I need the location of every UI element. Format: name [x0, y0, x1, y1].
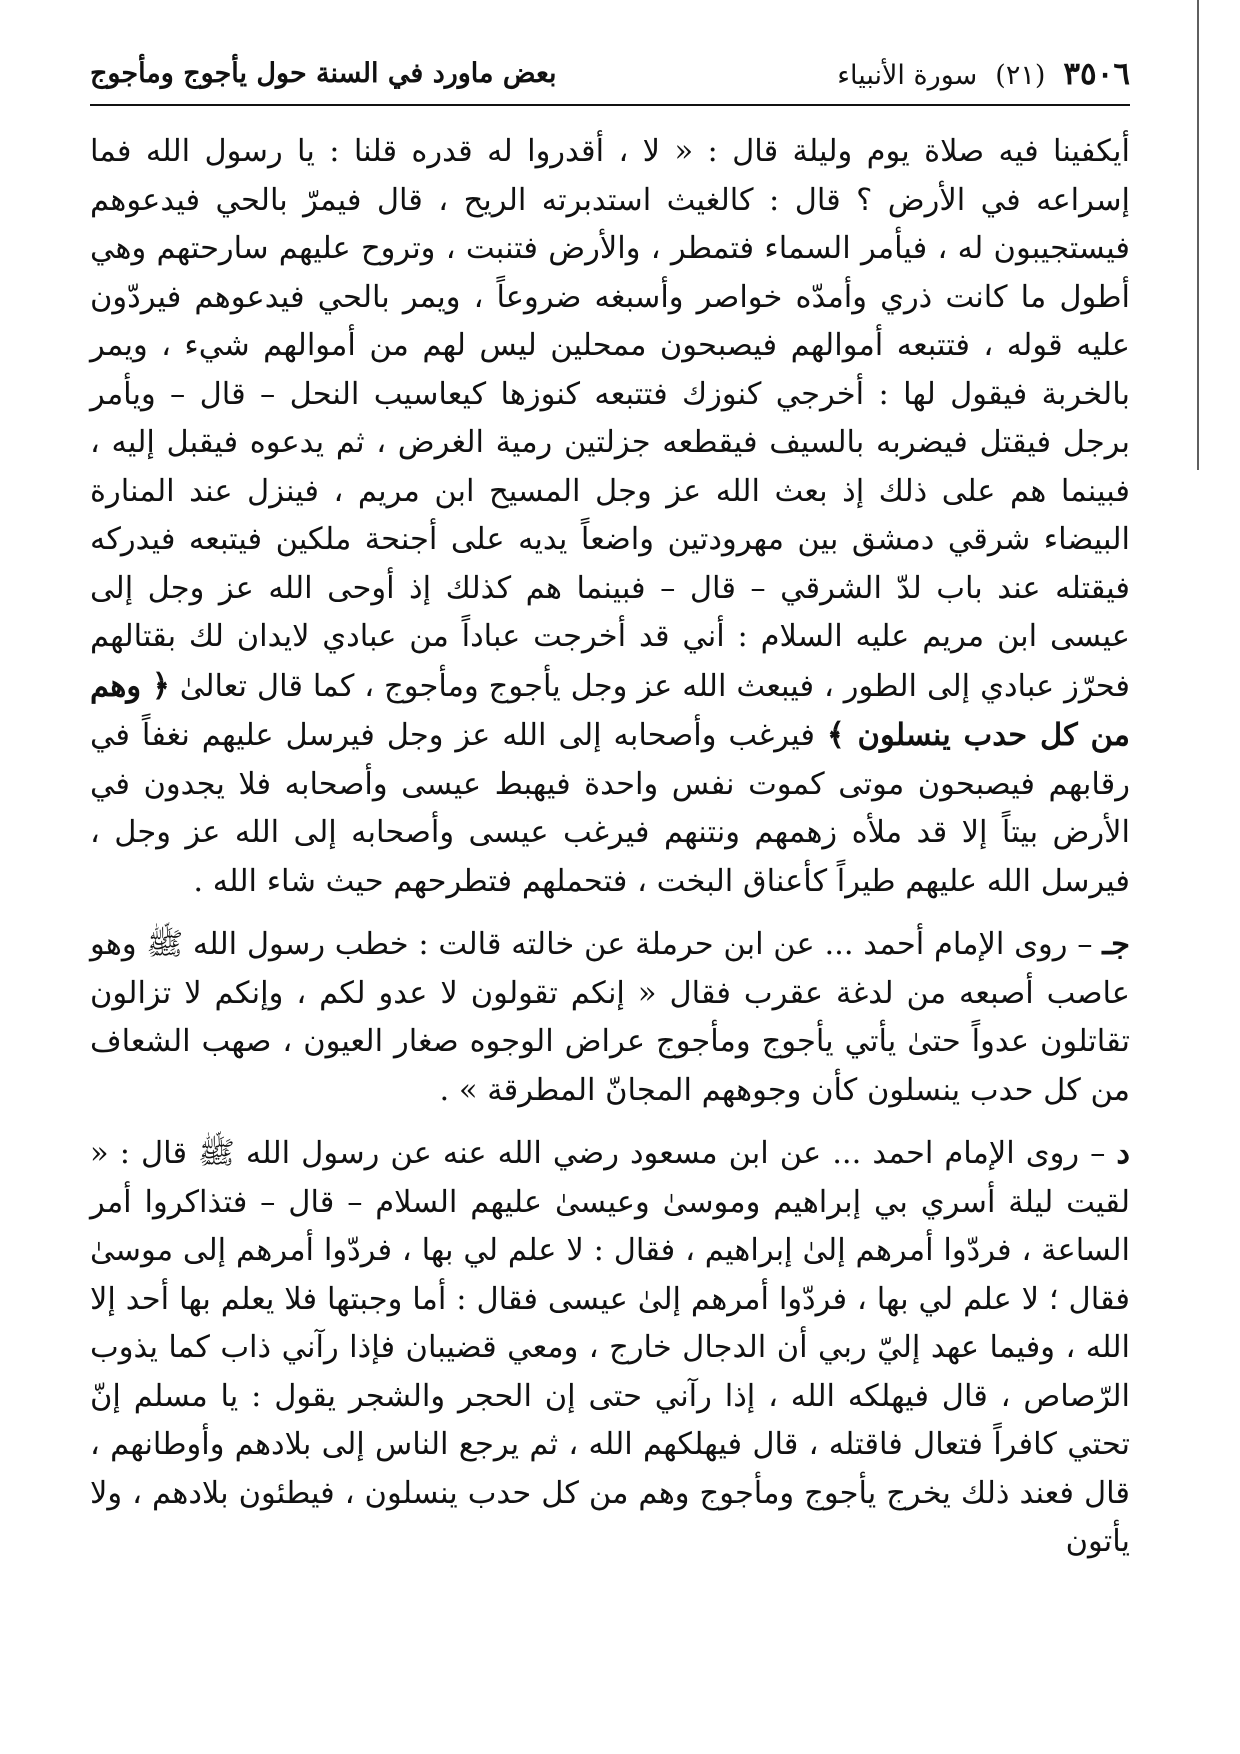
paragraph-hadith-continuation: [90, 128, 1130, 906]
paragraph-text: فيرغب وأصحابه إلى الله عز وجل فيرسل عليهم نغفاً في رقابهم فيصبحون موتى كموت نفس واحدة فيهبط عيسى وأصحابه فلا يجدون في الأرض بيتاً إلا قد ملأه زهمهم ونتنهم فيرغب عيسى وأصحابه إلى الله عز وجل ، فيرسل الله عليهم طيراً كأعناق البخت ، فتحملهم فتطرحهم حيث شاء الله .: [90, 718, 1130, 899]
scan-edge-line: [1197, 0, 1199, 470]
running-header: [90, 50, 1130, 106]
surah-number: (٢١): [995, 60, 1046, 91]
paragraph-text: أيكفينا فيه صلاة يوم وليلة قال : « لا ، أقدروا له قدره قلنا : يا رسول الله فما إسراعه في الأرض ؟ قال : كالغيث استدبرته الريح ، قال فيمرّ بالحي فيدعوهم فيستجيبون له ، فيأمر السماء فتمطر ، والأرض فتنبت ، وتروح عليهم سارحتهم وهي أطول ما كانت ذري وأمدّه خواصر وأسبغه ضروعاً ، ويمر بالحي فيدعوهم فيردّون عليه قوله ، فتتبعه أموالهم فيصبحون ممحلين ليس لهم من أموالهم شيء ، ويمر بالخربة فيقول لها : أخرجي كنوزك فتتبعه كنوزها كيعاسيب النحل – قال – ويأمر برجل فيقتل فيضربه بالسيف فيقطعه جزلتين رمية الغرض ، ثم يدعوه فيقبل إليه ، فبينما هم على ذلك إذ بعث الله عز وجل المسيح ابن مريم ، فينزل عند المنارة البيضاء شرقي دمشق بين مهرودتين واضعاً يديه على أجنحة ملكين فيتبعه فيدركه فيقتله عند باب لدّ الشرقي – قال – فبينما هم كذلك إذ أوحى الله عز وجل إلى عيسى ابن مريم عليه السلام : أني قد أخرجت عباداً من عبادي لايدان لك بقتالهم فحرّز عبادي إلى الطور ، فيبعث الله عز وجل يأجوج ومأجوج ، كما قال تعالىٰ: [90, 134, 1130, 704]
paragraph-dal: [90, 1129, 1130, 1567]
book-page: [90, 50, 1130, 1581]
header-page-info: [837, 56, 1130, 92]
section-letter: جـ: [1102, 926, 1130, 962]
page-number: ٣٥٠٦: [1063, 56, 1130, 92]
running-title: بعض ماورد في السنة حول يأجوج ومأجوج: [90, 58, 557, 89]
surah-name: سورة الأنبياء: [837, 60, 978, 91]
paragraph-text: – روى الإمام أحمد ... عن ابن حرملة عن خالته قالت : خطب رسول الله ﷺ وهو عاصب أصبعه من لدغة عقرب فقال « إنكم تقولون لا عدو لكم ، وإنكم لا تزالون تقاتلون عدواً حتىٰ يأتي يأجوج ومأجوج عراض الوجوه صغار العيون ، صهب الشعاف من كل حدب ينسلون كأن وجوههم المجانّ المطرقة » .: [90, 927, 1130, 1108]
paragraph-text: – روى الإمام احمد ... عن ابن مسعود رضي الله عنه عن رسول الله ﷺ قال : « لقيت ليلة أسري بي إبراهيم وموسىٰ وعيسىٰ عليهم السلام – قال – فتذاكروا أمر الساعة ، فردّوا أمرهم إلىٰ إبراهيم ، فقال : لا علم لي بها ، فردّوا أمرهم إلى موسىٰ فقال ؛ لا علم لي بها ، فردّوا أمرهم إلىٰ عيسى فقال : أما وجبتها فلا يعلم بها أحد إلا الله ، وفيما عهد إليّ ربي أن الدجال خارج ، ومعي قضيبان فإذا رآني ذاب كما يذوب الرّصاص ، قال فيهلكه الله ، إذا رآني حتى إن الحجر والشجر يقول : يا مسلم إنّ تحتي كافراً فتعال فاقتله ، قال فيهلكهم الله ، ثم يرجع الناس إلى بلادهم وأوطانهم ، قال فعند ذلك يخرج يأجوج ومأجوج وهم من كل حدب ينسلون ، فيطئون بلادهم ، ولا يأتون: [90, 1136, 1130, 1559]
body-text: [90, 128, 1130, 1567]
section-letter: د: [1116, 1135, 1130, 1171]
paragraph-jim: [90, 920, 1130, 1115]
quran-quote: ﴿ وهم من كل حدب ينسلون ﴾: [90, 667, 1131, 753]
